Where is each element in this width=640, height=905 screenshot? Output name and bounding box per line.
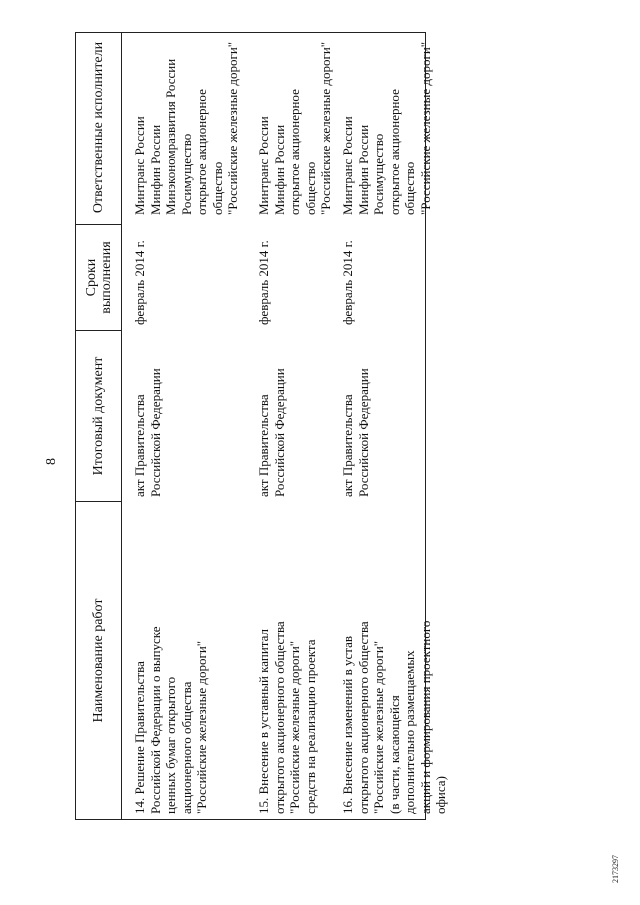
row-15-name: 15. Внесение в уставный капитал открытого акционерного общества "Российские железные дороги" средств на реализацию проекта [256,621,318,814]
header-divider [76,330,121,331]
row-16-executors: Минтранс России Минфин России Росимущество открытое акционерное общество "Российские железные дороги" [340,41,433,215]
header-divider [76,501,121,502]
schedule-table [75,32,448,820]
row-15-deadline: февраль 2014 г. [256,240,271,325]
row-15-document: акт Правительства Российской Федерации [256,368,287,497]
row-14-name: 14. Решение Правительства Российской Федерации о выпуске ценных бумаг открытого акционерного общества "Российские железные дороги" [132,626,209,814]
page-number: 8 [44,458,59,465]
row-14-document: акт Правительства Российской Федерации [132,368,163,497]
header-name: Наименование работ [91,598,106,723]
row-14-deadline: февраль 2014 г. [132,240,147,325]
row-15-executors: Минтранс России Минфин России открытое акционерное общество "Российские железные дороги" [256,41,333,215]
header-separator [121,33,122,819]
header-deadline: Сроки выполнения [83,241,114,314]
row-16-document: акт Правительства Российской Федерации [340,368,371,497]
header-divider [76,224,121,225]
row-16-deadline: февраль 2014 г. [340,240,355,325]
document-code: 2173297 [611,855,620,883]
header-executors: Ответственные исполнители [91,41,106,214]
row-14-executors: Минтранс России Минфин России Минэкономразвития России Росимущество открытое акционерное общество "Российские железные дороги" [132,41,240,215]
row-16-name: 16. Внесение изменений в устав открытого акционерного общества "Российские железные дороги" (в части, касающейся дополнительно размещаемых акций и формирования проектного офиса) [340,620,448,814]
header-document: Итоговый документ [91,356,106,476]
